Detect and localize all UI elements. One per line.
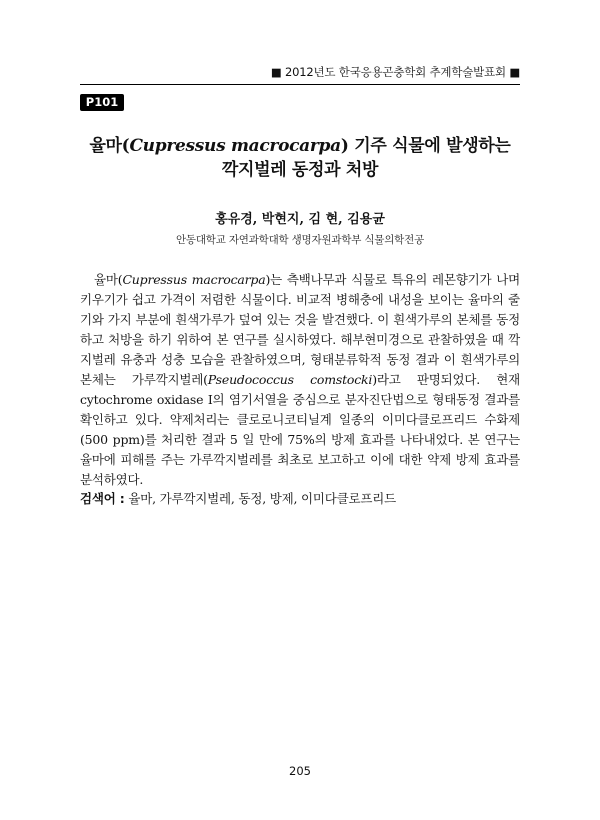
keywords-value: 율마, 가루깍지벌레, 동정, 방제, 이미다클로프리드: [128, 491, 397, 506]
abstract-body: [80, 270, 520, 490]
abstract-part-2: )는 측백나무과 식물로 특유의 레몬향기가 나며 키우기가 쉽고 가격이 저렴한 식물이다. 비교적 병해충에 내성을 보이는 율마의 줄기와 가지 부분에 흰색가루가 덮여 있는 것을 발견했다. 이 흰색가루의 본체를 동정하고 처방을 하기 위하여 본 연구를 실시하였다. 해부현미경으로 관찰하였을 때 깍지벌레 유충과 성충 모습을 관찰하였으며, 형태분류학적 동정 결과 이 흰색가루의 본체는 가루깍지벌레(: [80, 272, 521, 387]
keywords-label: 검색어 :: [80, 491, 125, 506]
title-suffix: ) 기주 식물에 발생하는: [340, 136, 511, 156]
author-list: 홍유경, 박현지, 김 현, 김용균: [215, 212, 385, 227]
poster-id-badge: P101: [80, 94, 124, 111]
abstract-species-name-2: Pseudococcus comstocki: [207, 372, 373, 387]
author-affiliation: 안동대학교 자연과학대학 생명자원과학부 식물의학전공: [175, 234, 425, 246]
header-rule: [80, 84, 520, 85]
title-prefix: 율마(: [89, 136, 130, 156]
keywords-line: [80, 489, 520, 507]
abstract-part-1: 율마(: [94, 272, 123, 287]
abstract-species-name-1: Cupressus macrocarpa: [122, 272, 266, 287]
title-line-1: [60, 134, 540, 158]
title-species-name: Cupressus macrocarpa: [129, 136, 341, 156]
title-line-2: 깍지벌레 동정과 처방: [221, 160, 379, 180]
abstract-part-3: )라고 판명되었다. 현재 cytochrome oxidase I의 염기서열을 중심으로 분자진단법으로 형태동정 결과를 확인하고 있다. 약제처리는 클로로니코티닐계 일종의 이미다클로프리드 수화제(500 ppm)를 처리한 결과 5 일 만에 75%의 방제 효과를 나타내었다. 본 연구는 율마에 피해를 주는 가루깍지벌레를 최초로 보고하고 이에 대한 약제 방제 효과를 분석하였다.: [80, 372, 521, 487]
paper-title: [60, 134, 540, 182]
running-header: ■ 2012년도 한국응용곤충학회 추계학술발표회 ■: [270, 65, 520, 79]
page-number: 205: [289, 764, 311, 778]
